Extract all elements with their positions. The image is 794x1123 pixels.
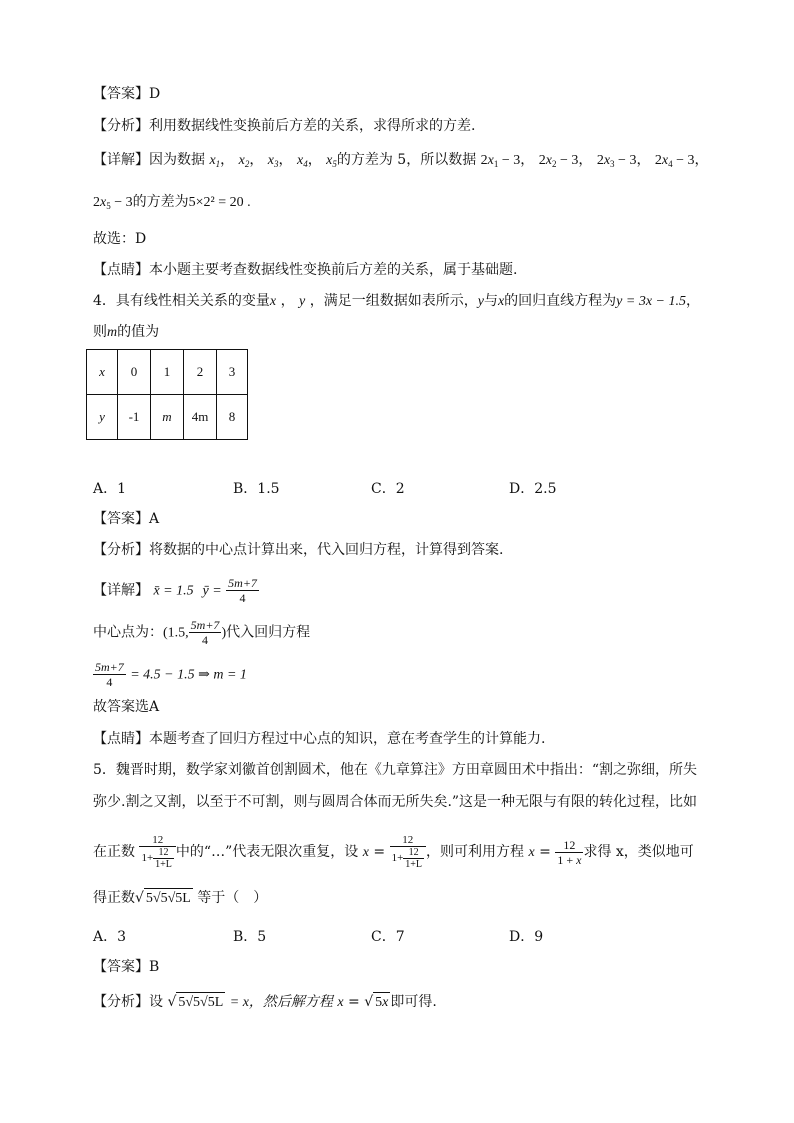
table-cell: 8 — [217, 395, 248, 440]
q5-stem-line1: 5．魏晋时期，数学家刘徽首创割圆术，他在《九章算注》方田章圆田术中指出：“割之弥细，所失 — [93, 762, 698, 778]
table-cell: 2 — [184, 350, 217, 395]
table-row — [87, 395, 248, 440]
table-cell: 4m — [184, 395, 217, 440]
q3-choice: 故选：D — [93, 231, 147, 247]
q4-answer: 【答案】A — [93, 511, 160, 527]
q4-options — [93, 478, 693, 498]
q4-choice: 故答案选A — [93, 699, 160, 715]
q5-stem-line4: 得正数√ 5√5√5L 等于（ ） — [93, 888, 267, 909]
q5-stem-line3: 在正数 12 1+ $\frac{12}{1+L}$ 中的“…”代表无限次重复，设 x = 12 1+ $\frac{12}{1+L}$ ，则可利用方程 x = $\frac{12}{1 + x}$ 求得 x，类似地可 — [93, 834, 694, 870]
q5-stem-line2: 弥少.割之又割，以至于不可割，则与圆周合体而无所失矣.”这是一种无限与有限的转化过程，比如 — [93, 794, 698, 810]
option-c: C．7 — [371, 929, 405, 945]
q4-stem-line1: 4．具有线性相关关系的变量x ， y ，满足一组数据如表所示，y与x的回归直线方程为y = 3x − 1.5， — [93, 293, 700, 309]
q4-data-table — [86, 349, 248, 440]
q3-detail-line2: $2x_5 - 3$的方差为5×2² = 20 . — [93, 194, 251, 211]
option-b: B．1.5 — [233, 481, 280, 497]
q3-analysis: 【分析】利用数据线性变换前后方差的关系，求得所求的方差. — [93, 118, 476, 134]
answer-label: 【答案】 — [93, 86, 149, 102]
option-b: B．5 — [233, 929, 267, 945]
q4-comment: 【点睛】本题考查了回归方程过中心点的知识，意在考查学生的计算能力. — [93, 731, 546, 747]
table-cell: 0 — [118, 350, 151, 395]
q5-answer: 【答案】B — [93, 959, 160, 975]
q4-center: 中心点为：(1.5, $\frac{5m+7}{4}$ )代入回归方程 — [93, 618, 311, 647]
table-cell: 3 — [217, 350, 248, 395]
table-cell: x — [87, 350, 118, 395]
q4-detail: 【详解】 x̄ = 1.5 ȳ = $\frac{5m+7}{4}$ — [93, 576, 257, 605]
q3-detail: 【详解】因为数据 $x_1$， $x_2$， $x_3$， $x_4$， $x_5$的方差为 5，所以数据 $2x_1 - 3$， $2x_2 - 3$， $2x_3 - 3$， $2x_4 - 3$， — [93, 152, 709, 169]
q4-equation: $\frac{5m+7}{4}$ = 4.5 − 1.5 ⇒ m = 1 — [95, 660, 247, 689]
table-cell: y — [87, 395, 118, 440]
q3-comment: 【点睛】本小题主要考查数据线性变换前后方差的关系，属于基础题. — [93, 262, 518, 278]
option-a: A．3 — [93, 929, 127, 945]
option-a: A．1 — [93, 481, 127, 497]
q5-analysis: 【分析】设 √ 5√5√5L = x，然后解方程 x = √ 5x 即可得. — [93, 992, 437, 1013]
table-cell: m — [151, 395, 184, 440]
q4-analysis: 【分析】将数据的中心点计算出来，代入回归方程，计算得到答案. — [93, 542, 504, 558]
table-row — [87, 350, 248, 395]
ybar-fraction: $\frac{5m+7}{4}$ — [228, 576, 257, 605]
q5-options — [93, 926, 693, 946]
continued-fraction: 12 1+ $\frac{12}{1+L}$ — [139, 834, 175, 870]
q3-answer: 【答案】D — [93, 86, 161, 102]
q4-stem-line2: 则m的值为 — [93, 324, 160, 340]
table-cell: -1 — [118, 395, 151, 440]
table-cell: 1 — [151, 350, 184, 395]
option-d: D．9 — [509, 929, 544, 945]
option-d: D．2.5 — [509, 481, 557, 497]
option-c: C．2 — [371, 481, 405, 497]
